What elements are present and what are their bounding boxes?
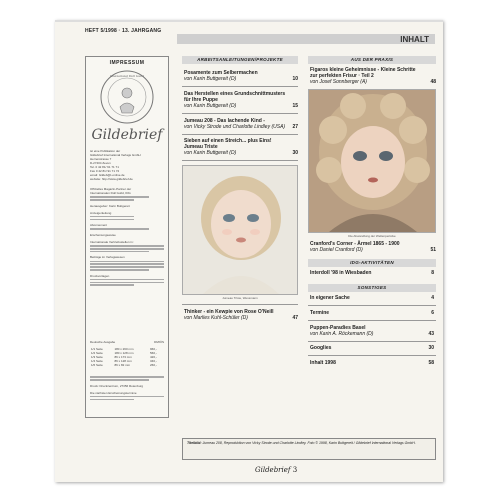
section-header-sonstiges: SONSTIGES (308, 284, 436, 292)
section-header-idg: IDG-AKTIVITÄTEN (308, 259, 436, 267)
page-number: 3 (292, 466, 298, 474)
toc-entry[interactable]: Thinker - ein Kewpie von Rose O'Neill von Marlies Kuhl-Schüler (D) 47 (184, 308, 298, 321)
toc-entry[interactable]: Figaros kleine Geheimnisse - Kleine Schritte zur perfekten Frisur · Teil 2 von Josef Sonnberger (A) 48 (310, 67, 436, 85)
page-number: 30 (292, 150, 298, 157)
issue-label: HEFT 5/1998 · 13. JAHRGANG (85, 28, 162, 34)
footer-brand: Gildebrief (255, 466, 291, 474)
page-number: 8 (431, 270, 434, 276)
page-number: 27 (292, 123, 298, 130)
contents-title: INHALT (400, 35, 429, 44)
ad-price-table (90, 347, 164, 367)
header-bar (177, 34, 435, 44)
practice-column (308, 56, 436, 366)
doll-photo-jumeau-triste (182, 165, 298, 295)
page-footer (255, 466, 297, 474)
table-row: 1/4 Seite 86 x 128 mm 340,- (91, 359, 157, 363)
page-number: 4 (431, 295, 434, 301)
page-edge (55, 20, 443, 22)
toc-entry[interactable]: Inhalt 1998 58 (310, 360, 434, 367)
page-number: 10 (292, 76, 298, 82)
address-block: ist eine Publikation der Gildebrief International Verlags GmbH Herrenstrasse 7 D-27404 Zeven Tel. 0 42 81/ 91 71 71 Fax 0 42 81/ 91 71 72 email: Gildeb@t-online.de website: http://www.gildebrief.de (90, 149, 141, 181)
toc-entry[interactable]: Sieben auf einen Streich... plus Eins! Jumeau Triste von Karin Buttgereit (D) 30 (184, 138, 298, 157)
photo-caption: Jumeau Triste, Wessmann (222, 296, 258, 301)
section-header-projects: ARBEITSANLEITUNGEN/PROJEKTE (182, 56, 298, 64)
toc-entry[interactable]: Das Herstellen eines Grundschnittmusters für Ihre Puppe von Karin Buttgereit (D) 15 (184, 90, 298, 109)
table-row: 1/1 Seite 180 x 260 mm 960,- (91, 347, 157, 351)
toc-entry[interactable]: Cranford's Corner - Ärmel 1865 - 1900 von Daniel Cranford (D) 51 (310, 241, 436, 253)
edition-label: Deutsche Ausgabe DM/ÖS (90, 340, 164, 344)
toc-entry[interactable]: Termine 6 (310, 309, 434, 316)
toc-entry[interactable]: Jumeau 208 - Das lachende Kind - von Vicky Strode und Charlotte Lindley (USA) 27 (184, 117, 298, 130)
page-number: 30 (428, 345, 434, 352)
impressum-title: IMPRESSUM (109, 60, 145, 66)
gildebrief-logo: Gildebrief (91, 127, 163, 143)
page-number: 47 (292, 314, 298, 321)
doll-with-curls-image (309, 90, 436, 232)
doll-photo-wig (308, 89, 436, 233)
page-number: 43 (428, 330, 434, 337)
toc-entry[interactable]: Posamente zum Selbermachen von Karin Buttgereit (D) 10 (184, 70, 298, 82)
table-row: 1/6 Seite 86 x 82 mm 260,- (91, 363, 157, 367)
section-header-praxis: AUS DER PRAXIS (308, 56, 436, 64)
impressum-box (85, 56, 169, 418)
page-number: 6 (431, 309, 434, 316)
table-row: 1/3 Seite 86 x 173 mm 420,- (91, 355, 157, 359)
svg-text:International Doll Guild: International Doll Guild (110, 74, 144, 78)
page-number: 51 (430, 247, 436, 253)
magazine-page (55, 20, 443, 482)
photo-caption: Die Abwandlung der Wellenperücke (348, 234, 396, 238)
doll-face-image (183, 166, 298, 294)
page-number: 15 (292, 102, 298, 109)
toc-entry[interactable]: Interdoll '98 in Wiesbaden 8 (310, 270, 434, 276)
page-number: 48 (430, 79, 436, 85)
toc-entry-author: von Karin A. Röckemann (D) 43 (310, 330, 434, 337)
impressum-details: Offizielles Magazin-Partner der Internationalen Doll Guild, IDG Herausgeber: Karin Buttgereit Anzeigenleitung Abonnement Erscheinungsweise Internationale Vertriebsstellen in: Beiträge im Verlagswesen Druckvorlagen (90, 187, 164, 287)
toc-entry[interactable]: In eigener Sache 4 (310, 295, 434, 301)
print-info: Druck: Druckzentrum, 27356 Rotenburg Die nächsten Erscheinungstermine (90, 375, 164, 401)
cover-credit-box: Titelbild: Jumeau 208, Reproduktion von Vicky Strode und Charlotte Lindley. Foto © 1998, Karin Buttgereit / Gildebrief International Verlags GmbH. (182, 438, 436, 460)
toc-entry[interactable]: Googlies 30 (310, 345, 434, 352)
page-number: 58 (428, 360, 434, 367)
doll-guild-seal-icon (99, 69, 155, 125)
table-row: 1/2 Seite 180 x 128 mm 560,- (91, 351, 157, 355)
projects-column (182, 56, 298, 321)
toc-entry[interactable]: Puppen-Paradies Basel (310, 324, 366, 331)
